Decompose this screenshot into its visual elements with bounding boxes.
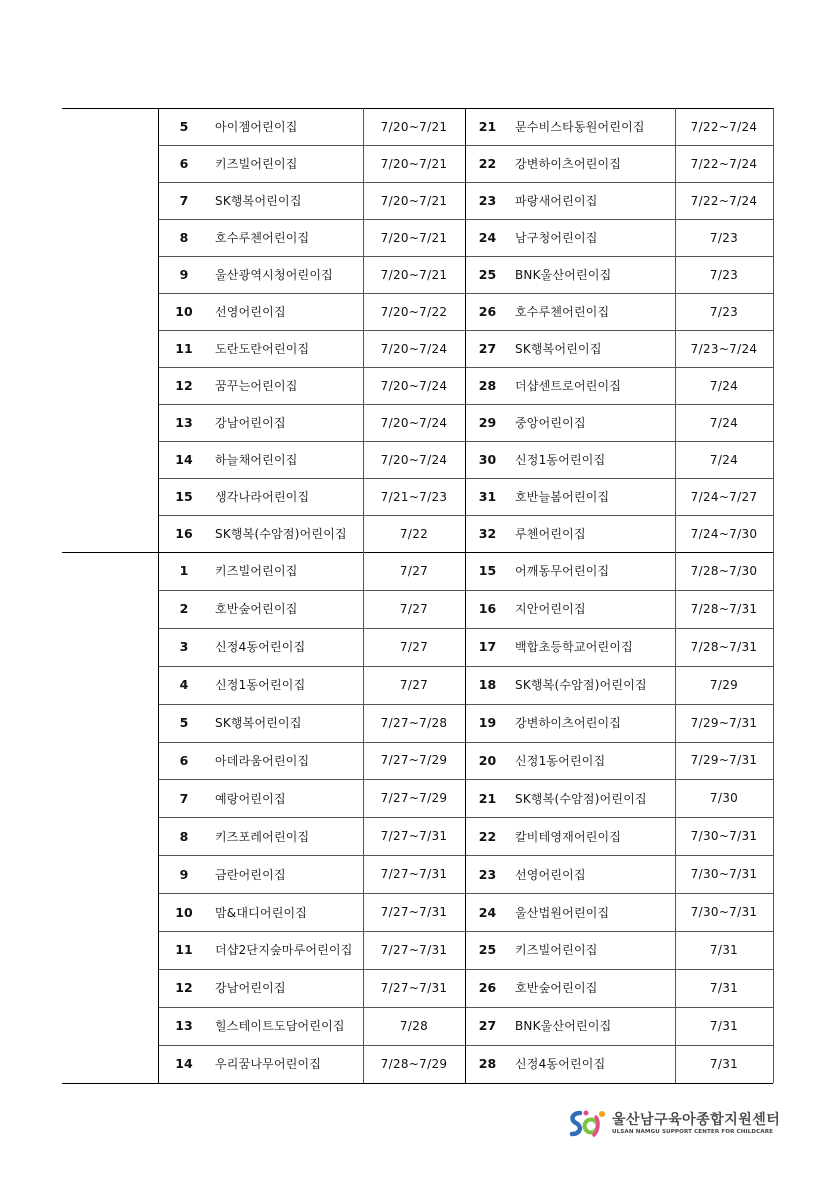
entry-number: 10 — [175, 304, 193, 319]
date-range-cell: 7/28~7/31 — [690, 639, 758, 654]
table-row — [62, 441, 773, 478]
date-range-cell: 7/20~7/24 — [380, 341, 448, 356]
entry-number: 15 — [175, 489, 193, 504]
center-name-cell: 더샵센트로어린이집 — [515, 379, 622, 393]
entry-number: 17 — [478, 639, 497, 655]
center-name-cell: SK행복(수암점)어린이집 — [515, 791, 647, 806]
entry-number: 24 — [478, 230, 497, 245]
center-name-cell: 어깨동무어린이집 — [515, 564, 610, 579]
date-range-cell: 7/27 — [399, 601, 429, 616]
center-name-cell: 도란도란어린이집 — [215, 342, 310, 356]
date-range-cell: 7/24 — [709, 378, 739, 393]
entry-number: 25 — [478, 942, 497, 958]
entry-number: 29 — [478, 415, 497, 430]
center-name: 울산남구육아종합지원센터 — [612, 1112, 781, 1128]
entry-number: 4 — [179, 677, 189, 693]
table-row — [62, 628, 773, 666]
entry-number: 10 — [175, 904, 193, 920]
center-name-cell: 호수루첸어린이집 — [515, 305, 610, 319]
center-name-english: ULSAN NAMGU SUPPORT CENTER FOR CHILDCARE — [612, 1129, 774, 1135]
date-range-cell: 7/20~7/21 — [380, 267, 448, 282]
date-range-cell: 7/27~7/29 — [380, 791, 448, 806]
entry-number: 30 — [478, 452, 497, 467]
date-range-cell: 7/24~7/27 — [690, 489, 758, 504]
date-range-cell: 7/20~7/21 — [380, 156, 448, 171]
entry-number: 9 — [179, 866, 189, 882]
table-row — [62, 931, 773, 969]
center-name-cell: 하늘채어린이집 — [215, 453, 298, 467]
entry-number: 16 — [478, 601, 497, 617]
entry-number: 6 — [179, 752, 189, 768]
date-range-cell: 7/31 — [709, 1056, 739, 1071]
date-range-cell: 7/23 — [709, 304, 739, 319]
table-row — [62, 893, 773, 931]
column-divider — [773, 552, 774, 1083]
table-row — [62, 145, 773, 182]
column-divider — [675, 108, 676, 552]
date-range-cell: 7/20~7/21 — [380, 230, 448, 245]
table-row — [62, 666, 773, 704]
table-row — [62, 1045, 773, 1083]
entry-number: 32 — [478, 526, 497, 541]
table-row — [62, 515, 773, 552]
center-name-cell: 생각나라어린이집 — [215, 490, 310, 504]
column-divider — [158, 552, 159, 1083]
entry-number: 5 — [179, 715, 189, 731]
entry-number: 28 — [478, 1056, 497, 1072]
entry-number: 31 — [478, 489, 497, 504]
center-name-cell: 지안어린이집 — [515, 602, 586, 617]
table-row — [62, 367, 773, 404]
date-range-cell: 7/29~7/31 — [690, 715, 758, 730]
entry-number: 27 — [478, 1018, 497, 1034]
date-range-cell: 7/27 — [399, 639, 429, 654]
entry-number: 22 — [478, 828, 497, 844]
entry-number: 9 — [179, 267, 189, 282]
center-name-cell: 중앙어린이집 — [515, 416, 586, 430]
entry-number: 26 — [478, 304, 497, 319]
date-range-cell: 7/22~7/24 — [690, 193, 758, 208]
entry-number: 18 — [478, 677, 497, 693]
table-bottom-rule — [62, 1083, 773, 1084]
column-divider — [465, 552, 466, 1083]
center-name-cell: 파랑새어린이집 — [515, 194, 598, 208]
center-name-cell: SK행복(수암점)어린이집 — [215, 527, 347, 541]
date-range-cell: 7/29~7/31 — [690, 753, 758, 768]
column-divider — [158, 108, 159, 552]
date-range-cell: 7/28~7/30 — [690, 563, 758, 578]
date-range-cell: 7/20~7/21 — [380, 119, 448, 134]
center-name-cell: 신정4동어린이집 — [515, 1057, 606, 1072]
table-row — [62, 969, 773, 1007]
entry-number: 15 — [478, 563, 497, 579]
center-name-cell: 호반숲어린이집 — [515, 981, 598, 996]
entry-number: 22 — [478, 156, 497, 171]
center-name-cell: 루첸어린이집 — [515, 527, 586, 541]
date-range-cell: 7/31 — [709, 980, 739, 995]
table-row — [62, 219, 773, 256]
table-row — [62, 552, 773, 590]
table-row — [62, 855, 773, 893]
date-range-cell: 7/27~7/29 — [380, 753, 448, 768]
entry-number: 7 — [179, 193, 189, 208]
entry-number: 5 — [179, 119, 189, 134]
entry-number: 13 — [175, 415, 193, 430]
entry-number: 20 — [478, 752, 497, 768]
center-name-cell: 키즈포레어린이집 — [215, 829, 310, 844]
center-name-cell: 강남어린이집 — [215, 981, 286, 996]
date-range-cell: 7/20~7/21 — [380, 193, 448, 208]
center-name-cell: 문수비스타동원어린이집 — [515, 120, 645, 134]
date-range-cell: 7/30~7/31 — [690, 829, 758, 844]
center-name-cell: 선영어린이집 — [515, 867, 586, 882]
table-row — [62, 293, 773, 330]
table-row — [62, 1007, 773, 1045]
date-range-cell: 7/27~7/31 — [380, 942, 448, 957]
center-name-cell: 백합초등학교어린이집 — [515, 640, 633, 655]
entry-number: 23 — [478, 193, 497, 208]
center-name-cell: 금란어린이집 — [215, 867, 286, 882]
center-name-cell: 신정1동어린이집 — [515, 753, 606, 768]
date-range-cell: 7/20~7/24 — [380, 415, 448, 430]
table-row — [62, 256, 773, 293]
table-row — [62, 404, 773, 441]
entry-number: 14 — [175, 452, 193, 467]
entry-number: 23 — [478, 866, 497, 882]
date-range-cell: 7/30~7/31 — [690, 905, 758, 920]
center-name-cell: 남구청어린이집 — [515, 231, 598, 245]
date-range-cell: 7/27~7/28 — [380, 715, 448, 730]
entry-number: 21 — [478, 790, 497, 806]
table-row — [62, 478, 773, 515]
center-name-cell: 아데라움어린이집 — [215, 753, 310, 768]
date-range-cell: 7/28~7/31 — [690, 601, 758, 616]
column-divider — [675, 552, 676, 1083]
entry-number: 12 — [175, 980, 193, 996]
date-range-cell: 7/27~7/31 — [380, 905, 448, 920]
date-range-cell: 7/24~7/30 — [690, 526, 758, 541]
center-name-cell: 키즈빌어린이집 — [515, 943, 598, 958]
date-range-cell: 7/24 — [709, 452, 739, 467]
center-logo-icon — [566, 1108, 606, 1142]
entry-number: 11 — [175, 942, 193, 958]
date-range-cell: 7/27~7/31 — [380, 867, 448, 882]
table-row — [62, 108, 773, 145]
schedule-table-2 — [62, 552, 773, 1083]
date-range-cell: 7/27~7/31 — [380, 980, 448, 995]
date-range-cell: 7/27~7/31 — [380, 829, 448, 844]
column-divider — [363, 552, 364, 1083]
entry-number: 26 — [478, 980, 497, 996]
center-name-cell: SK행복어린이집 — [215, 194, 302, 208]
entry-number: 2 — [179, 601, 189, 617]
center-name-cell: 맘&대디어린이집 — [215, 905, 308, 920]
date-range-cell: 7/30~7/31 — [690, 867, 758, 882]
center-name-cell: BNK울산어린이집 — [515, 1019, 612, 1034]
center-name-cell: 호수루첸어린이집 — [215, 231, 310, 245]
table-row — [62, 779, 773, 817]
entry-number: 28 — [478, 378, 497, 393]
center-name-cell: SK행복어린이집 — [215, 716, 302, 731]
column-divider — [363, 108, 364, 552]
center-name-cell: 칼비테영재어린이집 — [515, 829, 622, 844]
table-row — [62, 182, 773, 219]
center-name-cell: 힐스테이트도담어린이집 — [215, 1019, 345, 1034]
center-name-cell: 울산광역시청어린이집 — [215, 268, 333, 282]
entry-number: 12 — [175, 378, 193, 393]
date-range-cell: 7/20~7/22 — [380, 304, 448, 319]
center-name-cell: 키즈빌어린이집 — [215, 564, 298, 579]
date-range-cell: 7/31 — [709, 1018, 739, 1033]
entry-number: 7 — [179, 790, 189, 806]
center-name-cell: 아이젬어린이집 — [215, 120, 298, 134]
date-range-cell: 7/22~7/24 — [690, 119, 758, 134]
table-row — [62, 330, 773, 367]
center-logo — [566, 1108, 781, 1142]
center-name-cell: BNK울산어린이집 — [515, 268, 612, 282]
center-name-cell: 꿈꾸는어린이집 — [215, 379, 298, 393]
table-row — [62, 590, 773, 628]
center-name-cell: 강남어린이집 — [215, 416, 286, 430]
date-range-cell: 7/23 — [709, 267, 739, 282]
entry-number: 19 — [478, 715, 497, 731]
date-range-cell: 7/27 — [399, 563, 429, 578]
entry-number: 14 — [175, 1056, 193, 1072]
entry-number: 8 — [179, 828, 189, 844]
table-row — [62, 704, 773, 742]
date-range-cell: 7/22 — [399, 526, 429, 541]
date-range-cell: 7/22~7/24 — [690, 156, 758, 171]
entry-number: 8 — [179, 230, 189, 245]
date-range-cell: 7/28~7/29 — [380, 1056, 448, 1071]
center-name-cell: 우리꿈나무어린이집 — [215, 1057, 322, 1072]
center-name-cell: 선영어린이집 — [215, 305, 286, 319]
entry-number: 13 — [175, 1018, 193, 1034]
date-range-cell: 7/23~7/24 — [690, 341, 758, 356]
entry-number: 3 — [179, 639, 189, 655]
date-range-cell: 7/30 — [709, 791, 739, 806]
date-range-cell: 7/23 — [709, 230, 739, 245]
center-name-cell: 신정1동어린이집 — [215, 678, 306, 693]
center-name-cell: SK행복어린이집 — [515, 342, 602, 356]
center-name-cell: 더샵2단지숲마루어린이집 — [215, 943, 353, 958]
entry-number: 25 — [478, 267, 497, 282]
date-range-cell: 7/27 — [399, 677, 429, 692]
center-name-cell: 예랑어린이집 — [215, 791, 286, 806]
center-name-cell: 신정4동어린이집 — [215, 640, 306, 655]
table-row — [62, 742, 773, 780]
column-divider — [773, 108, 774, 552]
center-name-cell: 호반늘봄어린이집 — [515, 490, 610, 504]
column-divider — [465, 108, 466, 552]
center-name-cell: SK행복(수암점)어린이집 — [515, 678, 647, 693]
center-name-cell: 호반숲어린이집 — [215, 602, 298, 617]
center-name-cell: 울산법원어린이집 — [515, 905, 610, 920]
center-name-cell: 강변하이츠어린이집 — [515, 157, 622, 171]
entry-number: 24 — [478, 904, 497, 920]
date-range-cell: 7/21~7/23 — [380, 489, 448, 504]
entry-number: 27 — [478, 341, 497, 356]
date-range-cell: 7/28 — [399, 1018, 429, 1033]
center-name-cell: 신정1동어린이집 — [515, 453, 606, 467]
schedule-table-1 — [62, 108, 773, 552]
entry-number: 1 — [179, 563, 189, 579]
date-range-cell: 7/24 — [709, 415, 739, 430]
date-range-cell: 7/29 — [709, 677, 739, 692]
date-range-cell: 7/31 — [709, 942, 739, 957]
center-name-cell: 강변하이츠어린이집 — [515, 716, 622, 731]
entry-number: 11 — [175, 341, 193, 356]
entry-number: 16 — [175, 526, 193, 541]
date-range-cell: 7/20~7/24 — [380, 378, 448, 393]
center-name-cell: 키즈빌어린이집 — [215, 157, 298, 171]
table-row — [62, 817, 773, 855]
entry-number: 21 — [478, 119, 497, 134]
entry-number: 6 — [179, 156, 189, 171]
date-range-cell: 7/20~7/24 — [380, 452, 448, 467]
